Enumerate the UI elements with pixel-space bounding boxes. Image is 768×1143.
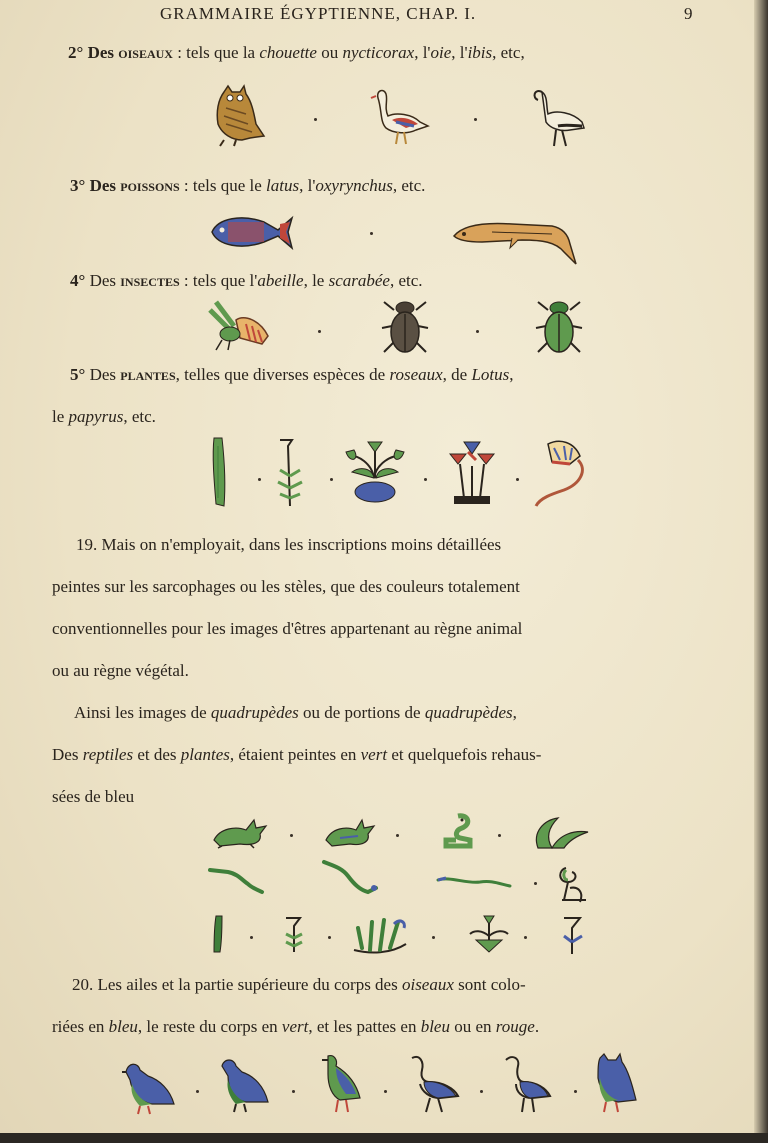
plants-line-1: 5° Des plantes, telles que diverses espèces de roseaux, de Lotus, (70, 365, 514, 384)
reed-icon (210, 914, 226, 954)
owl-icon (206, 84, 268, 146)
running-header (160, 4, 720, 26)
ibis-icon (528, 86, 590, 148)
page-bottom-edge (0, 1133, 768, 1143)
scarab-icon (534, 294, 584, 360)
p20-line-1: 20. Les ailes et la partie supérieure du corps des oiseaux sont colo- (72, 975, 526, 994)
ainsi-line-2: Des reptiles et des plantes, étaient peintes en vert et quelquefois rehaus- (52, 745, 542, 764)
reed-icon (530, 814, 590, 850)
latus-fish-icon (208, 210, 294, 254)
p20-line-2: riées en bleu, le reste du corps en vert, et les pattes en bleu ou en rouge. (52, 1017, 540, 1036)
lotus-icon (344, 438, 406, 504)
lotus-icon (530, 436, 586, 508)
scarab-icon (380, 294, 430, 360)
reed-icon (208, 436, 230, 508)
plants-line-2: le papyrus, etc. (52, 407, 156, 426)
birds-line: 2° Des oiseaux : tels que la chouette ou nycticorax, l'oie, l'ibis, etc, (68, 43, 525, 62)
reed-icon (272, 436, 306, 508)
lotus-icon (560, 914, 588, 958)
papyrus-icon (350, 914, 410, 956)
bird-icon (118, 1056, 178, 1116)
p19-line-2: peintes sur les sarcophages ou les stèles, que des couleurs totalement (52, 577, 520, 596)
page-edge-shadow (754, 0, 768, 1143)
bird-icon (216, 1054, 274, 1114)
papyrus-icon (444, 436, 500, 508)
ibis-icon (406, 1052, 460, 1114)
ainsi-line-1: Ainsi les images de quadrupèdes ou de portions de quadrupèdes, (74, 703, 517, 722)
p19-line-1: 19. Mais on n'employait, dans les inscriptions moins détaillées (76, 535, 502, 554)
serpent-icon (436, 872, 512, 890)
hare-icon (322, 816, 378, 848)
header-title: GRAMMAIRE ÉGYPTIENNE, CHAP. I. (160, 4, 477, 23)
page-number: 9 (684, 4, 694, 23)
insects-line: 4° Des insectes : tels que l'abeille, le scarabée, etc. (70, 271, 423, 290)
ainsi-line-3: sées de bleu (52, 787, 135, 806)
reed-icon (282, 914, 306, 954)
p19-line-4: ou au règne végétal. (52, 661, 189, 680)
bird-icon (318, 1052, 364, 1114)
bee-icon (206, 296, 272, 352)
owl-icon (590, 1052, 642, 1114)
serpent-icon (320, 858, 380, 898)
serpent-icon (208, 862, 264, 894)
p19-line-3: conventionnelles pour les images d'êtres appartenant au règne animal (52, 619, 523, 638)
goose-icon (370, 86, 432, 148)
hare-icon (210, 816, 270, 848)
lotus-icon (466, 912, 512, 956)
ibis-icon (500, 1052, 554, 1114)
fish-line: 3° Des poissons : tels que le latus, l'oxyrynchus, etc. (70, 176, 426, 195)
serpent-icon (442, 812, 474, 850)
serpent-icon (556, 864, 590, 906)
oxyrhynchus-fish-icon (452, 212, 582, 272)
